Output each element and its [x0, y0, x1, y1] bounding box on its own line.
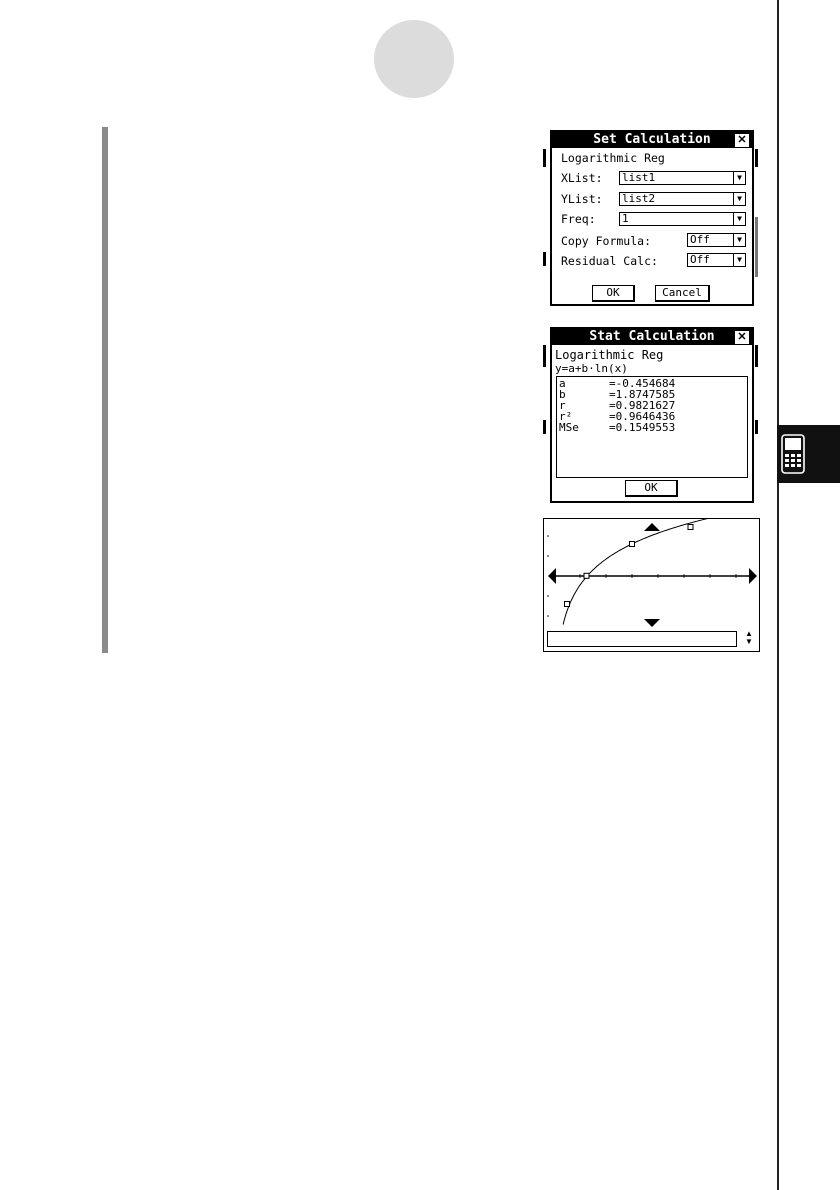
copy-formula-label: Copy Formula: [561, 234, 652, 248]
entry-field[interactable] [547, 631, 737, 647]
regression-formula: y=a+b·ln(x) [555, 362, 628, 375]
triangle-left-icon[interactable] [548, 568, 556, 584]
freq-select[interactable] [619, 212, 746, 226]
result-value: =-0.454684 [609, 377, 676, 390]
y-tick [547, 595, 549, 597]
freq-value: 1 [622, 212, 629, 225]
triangle-down-icon[interactable] [644, 619, 660, 627]
triangle-up-icon[interactable] [644, 523, 660, 531]
screen-edge-mark [543, 149, 546, 167]
chevron-down-icon[interactable]: ▼ [733, 234, 745, 246]
y-tick [547, 555, 549, 557]
graph-screen [543, 518, 760, 652]
screen-edge-mark [755, 345, 758, 367]
triangle-right-icon[interactable] [749, 568, 757, 584]
result-name: r [559, 399, 566, 412]
graph-area[interactable] [544, 519, 759, 629]
screen-edge-mark [755, 149, 758, 167]
data-point [630, 542, 635, 547]
xlist-value: list1 [622, 171, 656, 184]
result-name: r² [559, 410, 573, 423]
close-icon[interactable]: ✕ [735, 134, 749, 147]
margin-rule [777, 0, 779, 1190]
step-bar [102, 127, 108, 653]
ylist-label: YList: [561, 192, 603, 206]
result-value: =1.8747585 [609, 388, 676, 401]
up-down-arrows[interactable] [743, 630, 755, 648]
result-name: MSe [559, 421, 579, 434]
ylist-value: list2 [622, 192, 656, 205]
page-marker-circle [374, 20, 454, 98]
chevron-down-icon[interactable]: ▼ [733, 254, 745, 266]
regression-type: Logarithmic Reg [561, 151, 665, 165]
dialog-title: Stat Calculation [552, 329, 752, 345]
ylist-select[interactable] [619, 192, 746, 206]
screen-edge-mark [543, 345, 546, 367]
freq-label: Freq: [561, 212, 596, 226]
arrow-up-icon[interactable]: ▲ [745, 629, 753, 638]
results-box [556, 376, 748, 478]
screen-edge-mark [543, 252, 546, 266]
result-row [559, 422, 675, 433]
regression-curve [563, 519, 754, 625]
set-calculation-dialog [550, 130, 754, 306]
stat-calculation-screen [543, 325, 760, 503]
set-calculation-screen [543, 127, 760, 310]
result-value: =0.1549553 [609, 421, 676, 434]
arrow-down-icon[interactable]: ▼ [745, 637, 753, 646]
residual-calc-value: Off [690, 253, 710, 266]
chevron-down-icon[interactable]: ▼ [733, 213, 745, 225]
y-tick [547, 615, 549, 617]
calculator-icon [781, 434, 805, 474]
chapter-tab [777, 425, 840, 483]
data-point [565, 602, 570, 607]
copy-formula-value: Off [690, 233, 710, 246]
result-value: =0.9821627 [609, 399, 676, 412]
screen-edge-mark [543, 420, 546, 434]
residual-calc-label: Residual Calc: [561, 254, 658, 268]
chevron-down-icon[interactable]: ▼ [733, 193, 745, 205]
result-name: a [559, 377, 566, 390]
scrollbar[interactable] [755, 217, 758, 277]
close-icon[interactable]: ✕ [735, 331, 749, 344]
stat-calculation-dialog [550, 327, 754, 503]
screen-edge-mark [755, 420, 758, 434]
data-point [584, 573, 589, 578]
y-tick [547, 535, 549, 537]
result-value: =0.9646436 [609, 410, 676, 423]
data-point [688, 525, 693, 530]
result-name: b [559, 388, 566, 401]
xlist-select[interactable] [619, 171, 746, 185]
copy-formula-select[interactable] [687, 233, 746, 247]
chevron-down-icon[interactable]: ▼ [733, 172, 745, 184]
residual-calc-select[interactable] [687, 253, 746, 267]
ok-button[interactable]: OK [625, 480, 678, 497]
dialog-title: Set Calculation [552, 132, 752, 148]
xlist-label: XList: [561, 171, 603, 185]
regression-type: Logarithmic Reg [555, 348, 664, 362]
cancel-button[interactable]: Cancel [655, 285, 710, 302]
ok-button[interactable]: OK [592, 285, 635, 302]
